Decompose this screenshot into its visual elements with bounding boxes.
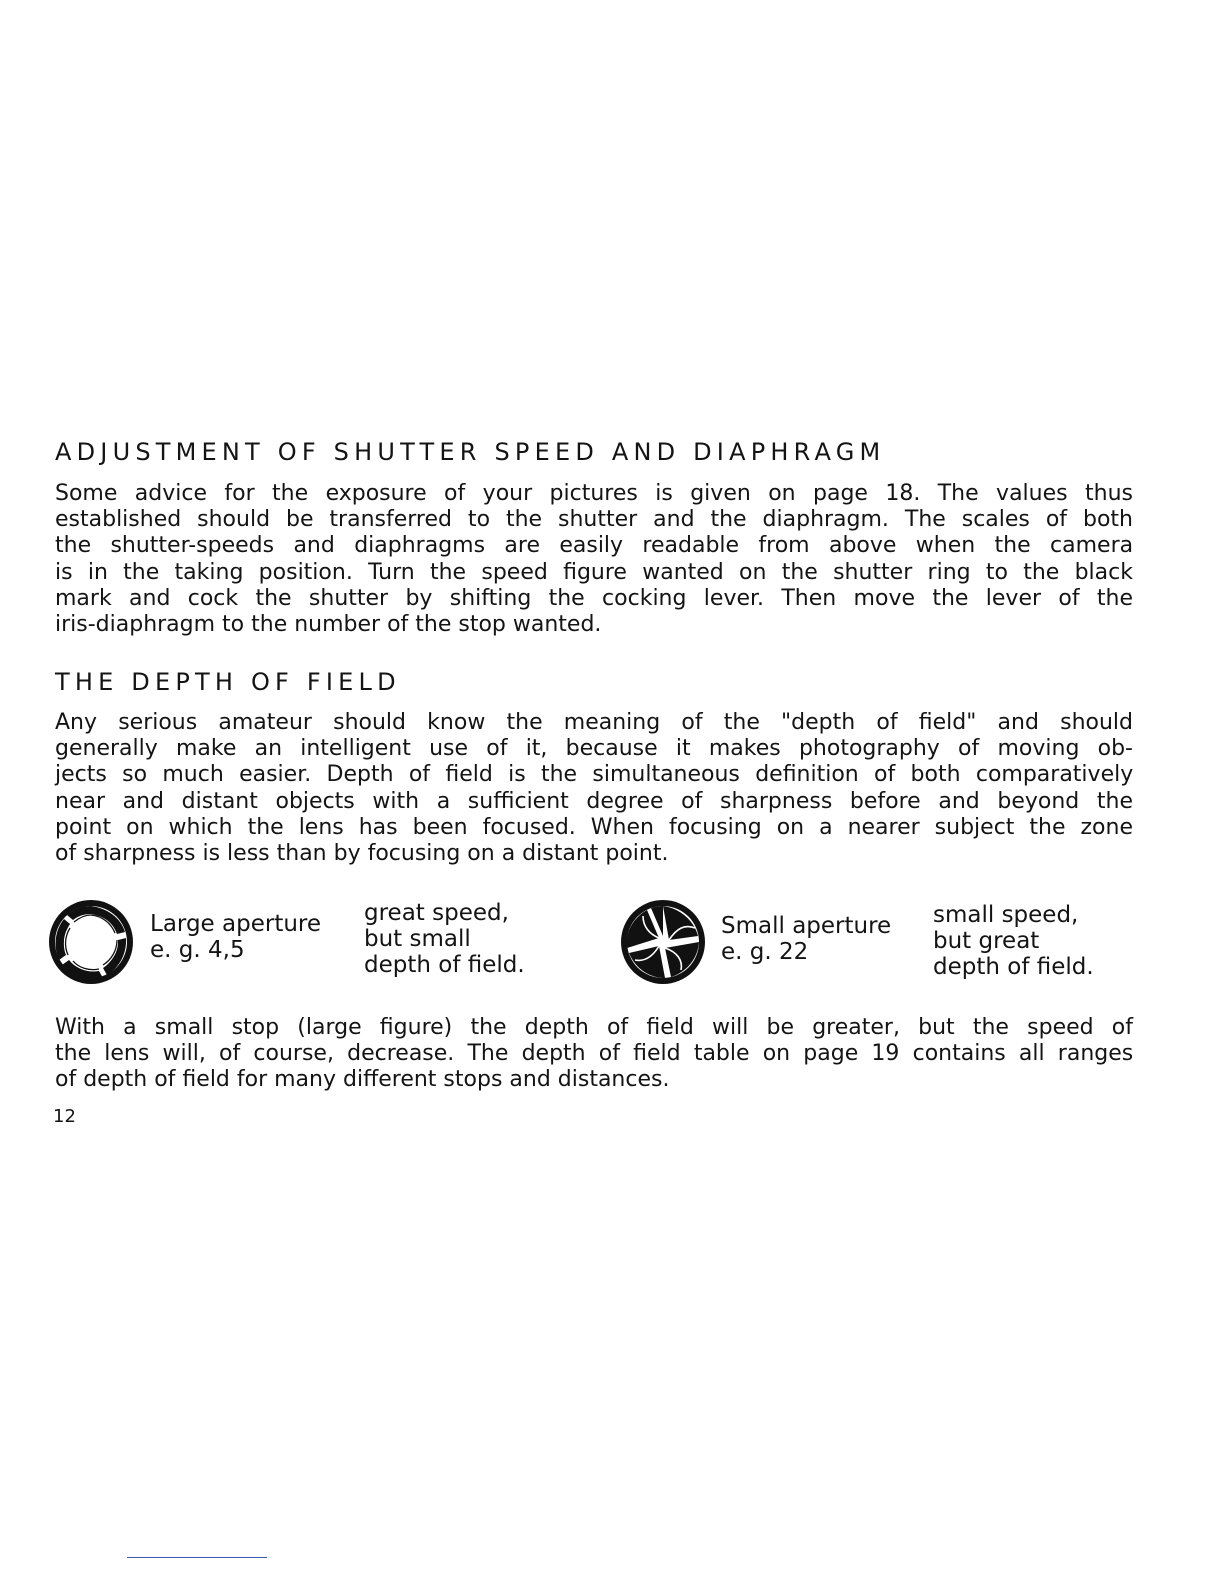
text-line: is in the taking position. Turn the speed figure wanted on the shutter ring to the black bbox=[55, 559, 1133, 585]
text-line: of sharpness is less than by focusing on a distant point. bbox=[55, 841, 669, 867]
text-line: jects so much easier. Depth of field is the simultaneous definition of both comparatively bbox=[55, 762, 1134, 788]
paragraph-depth-of-field bbox=[55, 710, 1133, 867]
text-line: of depth of field for many different stops and distances. bbox=[55, 1067, 670, 1093]
aperture-example: e. g. 4,5 bbox=[150, 937, 245, 963]
large-aperture-label bbox=[150, 911, 321, 963]
aperture-name: Small aperture bbox=[721, 913, 892, 939]
small-aperture-description bbox=[933, 902, 1094, 980]
text-line: generally make an intelligent use of it, because it makes photography of moving ob- bbox=[55, 736, 1133, 762]
description-line: small speed, bbox=[933, 902, 1079, 928]
aperture-name: Large aperture bbox=[150, 911, 322, 937]
text-line: Some advice for the exposure of your pictures is given on page 18. The values thus bbox=[55, 481, 1133, 506]
large-aperture-description bbox=[364, 900, 525, 978]
paragraph-shutter-diaphragm bbox=[55, 481, 1133, 638]
text-line: With a small stop (large figure) the depth of field will be greater, but the speed of bbox=[55, 1015, 1133, 1040]
description-line: depth of field. bbox=[933, 954, 1094, 980]
iris-small-aperture-icon bbox=[619, 898, 707, 986]
text-line: iris-diaphragm to the number of the stop wanted. bbox=[55, 612, 602, 638]
small-aperture-label bbox=[721, 913, 891, 965]
section-heading-shutter-diaphragm: ADJUSTMENT OF SHUTTER SPEED AND DIAPHRAGM bbox=[55, 438, 886, 466]
text-line: the shutter-speeds and diaphragms are easily readable from above when the camera bbox=[55, 533, 1134, 559]
text-line: mark and cock the shutter by shifting the cocking lever. Then move the lever of the bbox=[55, 585, 1133, 611]
section-heading-depth-of-field: THE DEPTH OF FIELD bbox=[55, 668, 401, 696]
aperture-example: e. g. 22 bbox=[721, 939, 809, 965]
text-line: the lens will, of course, decrease. The depth of field table on page 19 contains all ranges bbox=[55, 1041, 1134, 1067]
description-line: depth of field. bbox=[364, 952, 525, 978]
description-line: but small bbox=[364, 926, 471, 952]
description-line: but great bbox=[933, 928, 1040, 954]
text-line: point on which the lens has been focused. When focusing on a nearer subject the zone bbox=[55, 814, 1133, 840]
text-line: Any serious amateur should know the meaning of the "depth of field" and should bbox=[55, 710, 1133, 735]
text-line: near and distant objects with a sufficient degree of sharpness before and beyond the bbox=[55, 788, 1133, 814]
text-line: established should be transferred to the shutter and the diaphragm. The scales of both bbox=[55, 507, 1133, 533]
description-line: great speed, bbox=[364, 900, 509, 926]
paragraph-small-stop bbox=[55, 1015, 1133, 1094]
footer-rule bbox=[127, 1557, 267, 1558]
page-number: 12 bbox=[53, 1106, 76, 1127]
iris-large-aperture-icon bbox=[47, 898, 135, 986]
